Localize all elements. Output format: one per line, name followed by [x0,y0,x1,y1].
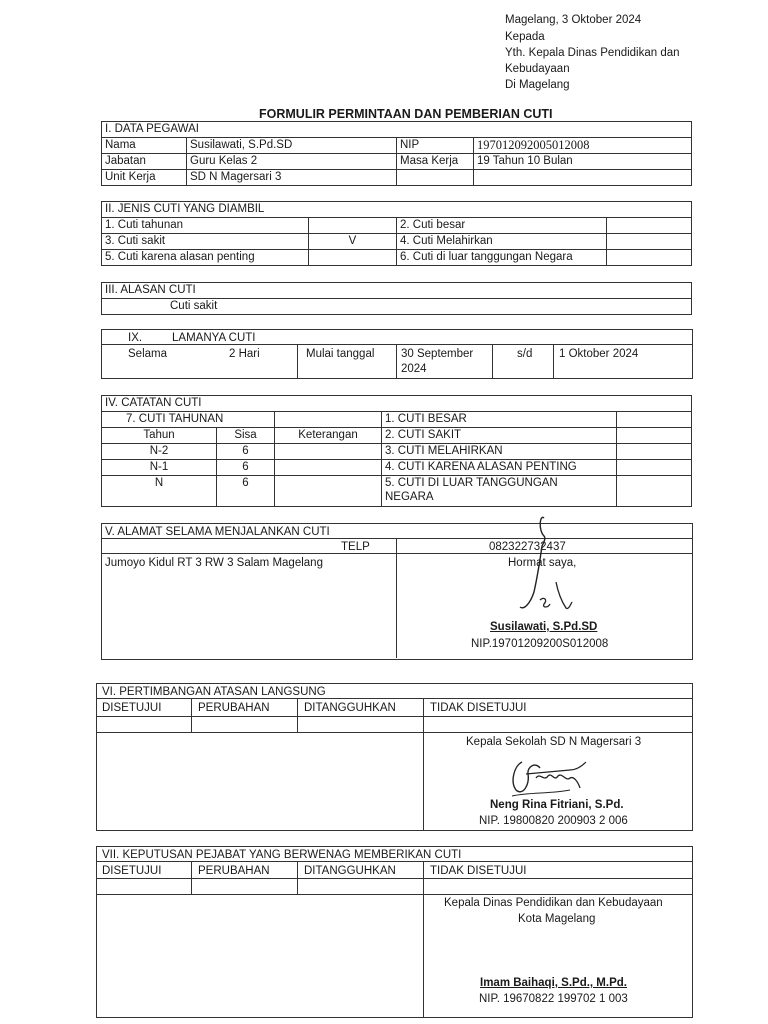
nip-label: NIP [397,138,474,154]
section-heading: III. ALASAN CUTI [102,283,692,299]
section-heading: I. DATA PEGAWAI [102,122,692,138]
section-jenis-cuti [101,201,692,266]
atasan-position: Kepala Sekolah SD N Magersari 3 [466,736,642,748]
unit-kerja-value: SD N Magersari 3 [187,170,397,186]
recipient-line-2: Kebudayaan [505,63,570,75]
lamanya-heading: LAMANYA CUTI [172,332,256,344]
opt-tidak-disetujui: TIDAK DISETUJUI [430,865,527,877]
opt-ditangguhkan: DITANGGUHKAN [304,865,396,877]
jabatan-value: Guru Kelas 2 [187,154,397,170]
place-date: Magelang, 3 Oktober 2024 [505,14,642,26]
atasan-name: Neng Rina Fitriani, S.Pd. [490,799,624,811]
cuti-besar: 2. Cuti besar [397,218,607,234]
masa-kerja-label: Masa Kerja [397,154,474,170]
telp-label: TELP [341,541,370,553]
table-row: N-2 6 3. CUTI MELAHIRKAN [102,444,692,460]
recipient-line-1: Yth. Kepala Dinas Pendidikan dan [505,47,680,59]
catatan-cuti-alasan-penting: 4. CUTI KARENA ALASAN PENTING [382,460,617,476]
opt-tidak-disetujui: TIDAK DISETUJUI [430,702,527,714]
selama-label: Selama [128,348,167,360]
applicant-signature [500,512,590,617]
section-heading: VII. KEPUTUSAN PEJABAT YANG BERWENAG MEMBERIKAN CUTI [102,849,462,861]
col-sisa: Sisa [217,428,275,444]
col-tahun: Tahun [102,428,217,444]
section-heading: VI. PERTIMBANGAN ATASAN LANGSUNG [102,686,326,698]
pejabat-position-2: Kota Magelang [518,913,596,925]
lamanya-num: IX. [128,332,143,344]
applicant-name: Susilawati, S.Pd.SD [490,621,598,633]
masa-kerja-value: 19 Tahun 10 Bulan [474,154,692,170]
section-alasan-cuti [101,282,692,315]
cuti-luar-tanggungan: 6. Cuti di luar tanggungan Negara [397,250,607,266]
cuti-sakit: 3. Cuti sakit [102,234,309,250]
start-date-line2: 2024 [401,363,427,375]
section-data-pegawai [101,121,692,186]
cuti-sakit-check: V [309,234,397,250]
pejabat-name: Imam Baihaqi, S.Pd., M.Pd. [480,977,627,989]
section-heading: II. JENIS CUTI YANG DIAMBIL [102,202,692,218]
section-heading: V. ALAMAT SELAMA MENJALANKAN CUTI [105,526,330,538]
nama-value: Susilawati, S.Pd.SD [187,138,397,154]
cuti-melahirkan: 4. Cuti Melahirkan [397,234,607,250]
end-date: 1 Oktober 2024 [559,348,639,360]
mulai-label: Mulai tanggal [306,348,375,360]
hormat-saya: Hormat saya, [508,557,577,569]
nama-label: Nama [102,138,187,154]
nip-value: 197012092005012008 [474,138,692,154]
col-keterangan: Keterangan [275,428,382,444]
catatan-cuti-sakit: 2. CUTI SAKIT [382,428,617,444]
catatan-cuti-besar: 1. CUTI BESAR [382,412,617,428]
opt-ditangguhkan: DITANGGUHKAN [304,702,396,714]
start-date-line1: 30 September [401,348,474,360]
opt-disetujui: DISETUJUI [102,865,162,877]
alasan-value: Cuti sakit [102,299,692,315]
pejabat-position-1: Kepala Dinas Pendidikan dan Kebudayaan [444,897,663,909]
applicant-nip: NIP.19701209200S012008 [471,638,609,650]
opt-disetujui: DISETUJUI [102,702,162,714]
to-label: Kepada [505,31,545,43]
cuti-tahunan-heading: 7. CUTI TAHUNAN [102,412,275,428]
pejabat-nip: NIP. 19670822 199702 1 003 [479,993,628,1005]
section-catatan-cuti [101,395,692,507]
catatan-cuti-luar-tanggungan: 5. CUTI DI LUAR TANGGUNGAN NEGARA [382,476,617,507]
sd-label: s/d [517,348,533,360]
form-title: FORMULIR PERMINTAAN DAN PEMBERIAN CUTI [259,107,553,121]
opt-perubahan: PERUBAHAN [198,865,270,877]
cuti-tahunan: 1. Cuti tahunan [102,218,309,234]
address-value: Jumoyo Kidul RT 3 RW 3 Salam Magelang [105,557,323,569]
unit-kerja-label: Unit Kerja [102,170,187,186]
telp-value: 082322732437 [489,541,566,553]
section-heading: IV. CATATAN CUTI [102,396,692,412]
jabatan-label: Jabatan [102,154,187,170]
atasan-nip: NIP. 19800820 200903 2 006 [479,815,628,827]
jumlah-hari: 2 Hari [229,348,260,360]
recipient-line-3: Di Magelang [505,79,570,91]
opt-perubahan: PERUBAHAN [198,702,270,714]
catatan-cuti-melahirkan: 3. CUTI MELAHIRKAN [382,444,617,460]
table-row: N 6 5. CUTI DI LUAR TANGGUNGAN NEGARA [102,476,692,507]
table-row: N-1 6 4. CUTI KARENA ALASAN PENTING [102,460,692,476]
cuti-alasan-penting: 5. Cuti karena alasan penting [102,250,309,266]
